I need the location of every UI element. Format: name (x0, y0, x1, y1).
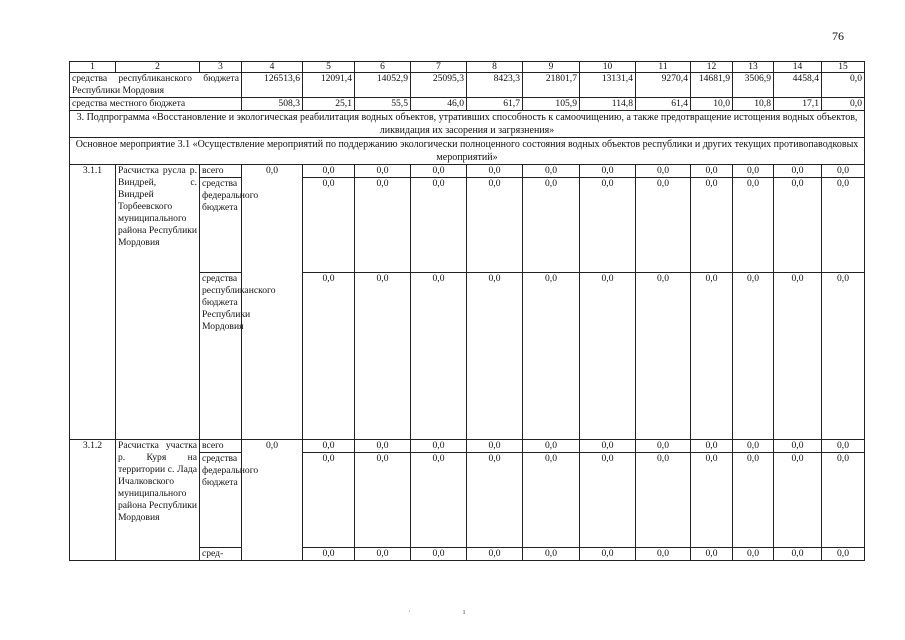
table-cell: 0,0 (355, 273, 411, 440)
table-cell: 9270,4 (636, 73, 691, 98)
table-cell: 0,0 (774, 165, 822, 178)
table-cell: 0,0 (733, 165, 774, 178)
table-cell: 0,0 (733, 440, 774, 453)
table-cell: 0,0 (580, 440, 636, 453)
column-number: 8 (467, 62, 523, 73)
column-number: 7 (411, 62, 467, 73)
column-number: 11 (636, 62, 691, 73)
table-cell: 14052,9 (355, 73, 411, 98)
table-cell: 0,0 (774, 273, 822, 440)
table-cell: 0,0 (822, 440, 865, 453)
table-cell: 0,0 (691, 548, 733, 561)
table-cell: 0,0 (691, 178, 733, 273)
activity-name: Расчистка русла р. Виндрей, с. Виндрей Торбеевского муниципального района Республики Мордовия (116, 165, 200, 440)
table-cell: 0,0 (523, 548, 580, 561)
table-cell: 0,0 (411, 548, 467, 561)
column-number: 2 (116, 62, 200, 73)
table-cell: 0,0 (636, 548, 691, 561)
table-cell: 0,0 (467, 440, 523, 453)
column-numbers-row (70, 62, 865, 73)
table-cell: 0,0 (691, 165, 733, 178)
table-cell: 0,0 (636, 165, 691, 178)
table-cell: 10,8 (733, 98, 774, 111)
table-cell: 0,0 (774, 453, 822, 548)
table-cell: 0,0 (523, 165, 580, 178)
table-cell: 21801,7 (523, 73, 580, 98)
table-cell: 12091,4 (303, 73, 355, 98)
table-cell: 25095,3 (411, 73, 467, 98)
table-cell: 105,9 (523, 98, 580, 111)
activity-name: Расчистка участка р. Куря на территории с. Лада Ичалковского муниципального района Республики Мордовия (116, 440, 200, 561)
table-cell: 14681,9 (691, 73, 733, 98)
column-number: 14 (774, 62, 822, 73)
table-cell: 0,0 (822, 165, 865, 178)
funding-source: средства федерального бюджета (200, 453, 242, 548)
column-number: 5 (303, 62, 355, 73)
table-cell: 0,0 (467, 165, 523, 178)
table-cell: 0,0 (355, 440, 411, 453)
table-cell: 0,0 (822, 98, 865, 111)
table-cell: 0,0 (733, 548, 774, 561)
row-label: средства республиканского бюджета Республики Мордовия (70, 73, 242, 98)
table-row (70, 98, 865, 111)
subprogram-row (70, 111, 865, 138)
column-number: 15 (822, 62, 865, 73)
table-cell: 0,0 (691, 273, 733, 440)
table-cell: 13131,4 (580, 73, 636, 98)
table-cell: 0,0 (303, 273, 355, 440)
table-cell: 3506,9 (733, 73, 774, 98)
table-cell: 0,0 (523, 440, 580, 453)
column-number: 6 (355, 62, 411, 73)
activity-row (70, 165, 865, 178)
table-cell: 0,0 (636, 453, 691, 548)
table-cell: 0,0 (733, 453, 774, 548)
table-cell: 46,0 (411, 98, 467, 111)
activity-col4: 0,0 (242, 165, 303, 440)
table-cell: 0,0 (303, 548, 355, 561)
table-cell: 61,7 (467, 98, 523, 111)
column-number: 12 (691, 62, 733, 73)
activity-col4: 0,0 (242, 440, 303, 561)
table-cell: 0,0 (580, 273, 636, 440)
column-number: 3 (200, 62, 242, 73)
column-number: 13 (733, 62, 774, 73)
table-cell: 0,0 (822, 178, 865, 273)
scan-speck: · (408, 607, 411, 616)
table-cell: 114,8 (580, 98, 636, 111)
table-cell: 61,4 (636, 98, 691, 111)
column-number: 10 (580, 62, 636, 73)
table-cell: 0,0 (467, 453, 523, 548)
main-activity-row (70, 138, 865, 165)
table-cell: 0,0 (523, 273, 580, 440)
table-cell: 0,0 (411, 453, 467, 548)
table-cell: 0,0 (355, 165, 411, 178)
funding-source: сред- (200, 548, 242, 561)
column-number: 1 (70, 62, 116, 73)
table-cell: 0,0 (580, 178, 636, 273)
table-row (70, 73, 865, 98)
table-cell: 0,0 (467, 178, 523, 273)
table-cell: 0,0 (822, 548, 865, 561)
funding-source: средства федерального бюджета (200, 178, 242, 273)
table-cell: 0,0 (411, 165, 467, 178)
budget-table (69, 61, 865, 561)
table-cell: 0,0 (523, 453, 580, 548)
table-cell: 0,0 (303, 440, 355, 453)
table-cell: 0,0 (691, 453, 733, 548)
table-cell: 0,0 (303, 165, 355, 178)
table-cell: 0,0 (691, 440, 733, 453)
table-cell: 0,0 (636, 273, 691, 440)
funding-source: средства республиканского бюджета Республики Мордовия (200, 273, 242, 440)
table-cell: 0,0 (355, 548, 411, 561)
table-cell: 55,5 (355, 98, 411, 111)
table-cell: 0,0 (355, 453, 411, 548)
table-cell: 0,0 (733, 273, 774, 440)
row-label: средства местного бюджета (70, 98, 242, 111)
table-cell: 0,0 (774, 548, 822, 561)
funding-source: всего (200, 165, 242, 178)
table-cell: 0,0 (822, 453, 865, 548)
table-cell: 0,0 (411, 273, 467, 440)
table-cell: 508,3 (242, 98, 303, 111)
table-cell: 0,0 (303, 178, 355, 273)
main-activity-title: Основное мероприятие 3.1 «Осуществление мероприятий по поддержанию экологически полноценного состояния водных объектов республики и других текущих противопаводковых мероприятий» (70, 138, 865, 165)
table-cell: 17,1 (774, 98, 822, 111)
table-cell: 0,0 (636, 440, 691, 453)
table-cell: 0,0 (636, 178, 691, 273)
table-cell: 0,0 (355, 178, 411, 273)
activity-code: 3.1.1 (70, 165, 116, 440)
table-cell: 4458,4 (774, 73, 822, 98)
table-cell: 0,0 (580, 165, 636, 178)
table-cell: 0,0 (523, 178, 580, 273)
scan-speck: ı (463, 607, 466, 616)
table-cell: 0,0 (467, 548, 523, 561)
subprogram-title: 3. Подпрограмма «Восстановление и экологическая реабилитация водных объектов, утративших способность к самоочищению, а также предотвращение истощения водных объектов, ликвидация их засорения и загрязнения» (70, 111, 865, 138)
table-cell: 0,0 (733, 178, 774, 273)
table-cell: 0,0 (303, 453, 355, 548)
page-number: 76 (832, 29, 844, 43)
table-cell: 0,0 (774, 440, 822, 453)
activity-code: 3.1.2 (70, 440, 116, 561)
table-cell: 10,0 (691, 98, 733, 111)
table-cell: 0,0 (411, 178, 467, 273)
table-cell: 0,0 (822, 73, 865, 98)
column-number: 4 (242, 62, 303, 73)
column-number: 9 (523, 62, 580, 73)
table-cell: 0,0 (580, 548, 636, 561)
table-cell: 0,0 (774, 178, 822, 273)
table-cell: 126513,6 (242, 73, 303, 98)
table-cell: 0,0 (822, 273, 865, 440)
table-cell: 0,0 (411, 440, 467, 453)
funding-source: всего (200, 440, 242, 453)
table-cell: 0,0 (467, 273, 523, 440)
table-cell: 0,0 (580, 453, 636, 548)
table-cell: 8423,3 (467, 73, 523, 98)
table-cell: 25,1 (303, 98, 355, 111)
activity-row (70, 440, 865, 453)
